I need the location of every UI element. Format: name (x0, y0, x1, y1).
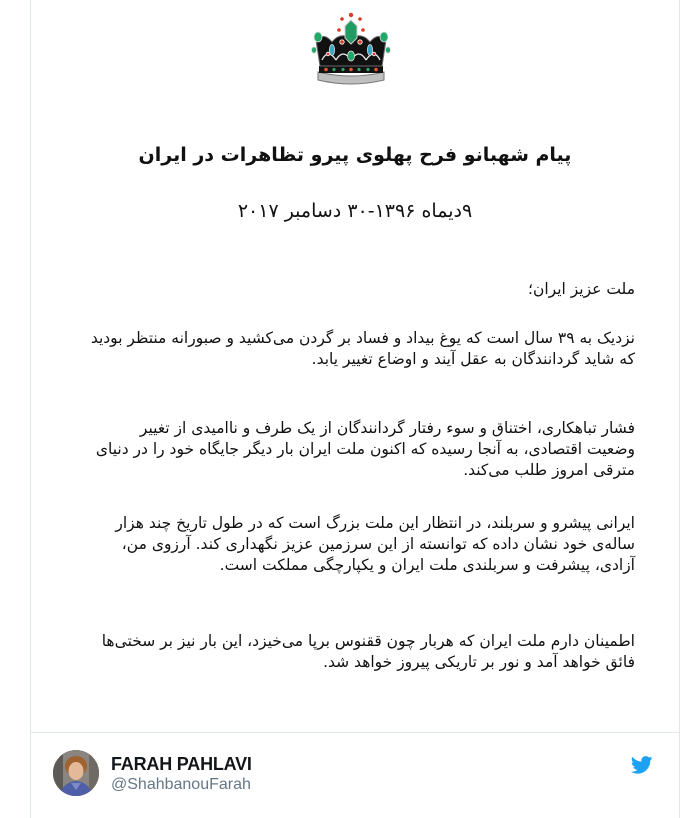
paragraph: اطمینان دارم ملت ایران که هربار چون ققنوس برپا می‌خیزد، این بار نیز بر سختی‌ها فائق خواهد آمد و نور بر تاریکی پیروز خواهد شد. (101, 632, 635, 671)
avatar[interactable] (53, 750, 99, 796)
profile-photo (53, 750, 99, 796)
salutation: ملت عزیز ایران؛ (528, 280, 635, 298)
paragraph: ایرانی پیشرو و سربلند، در انتظار این ملت بزرگ است که در طول تاریخ چند هزار ساله‌ی خود نشان داده که توانسته از این سرزمین عزیز نگهداری کند. آرزوی من، آزادی، پیشرفت و سربلندی ملت ایران و یکپارچگی مملکت است. (115, 514, 635, 574)
tweet-card (30, 0, 680, 818)
message-title: پیام شهبانو فرح پهلوی پیرو تظاهرات در ایران (138, 144, 572, 166)
message-date: ۹دیماه ۱۳۹۶-۳۰ دسامبر ۲۰۱۷ (237, 200, 473, 222)
paragraph: نزدیک به ۳۹ سال است که یوغ بیداد و فساد بر گردن می‌کشید و صبورانه منتظر بودید که شاید گردانندگان به عقل آیند و اوضاع تغییر یابد. (90, 329, 635, 368)
twitter-bird-icon[interactable] (631, 756, 653, 774)
author-name[interactable]: FARAH PAHLAVI (111, 754, 252, 774)
divider (31, 732, 679, 733)
paragraph: فشار تباهکاری، اختناق و سوء رفتار گردانندگان از یک طرف و ناامیدی از تغییر وضعیت اقتصادی، به آنجا رسیده که اکنون ملت ایران بار دیگر جایگاه خود را در دنیای مترقی امروز طلب می‌کند. (95, 419, 635, 479)
tweet-image[interactable] (31, 0, 679, 733)
crown-emblem (306, 10, 396, 88)
author-handle[interactable]: @ShahbanouFarah (111, 776, 251, 793)
